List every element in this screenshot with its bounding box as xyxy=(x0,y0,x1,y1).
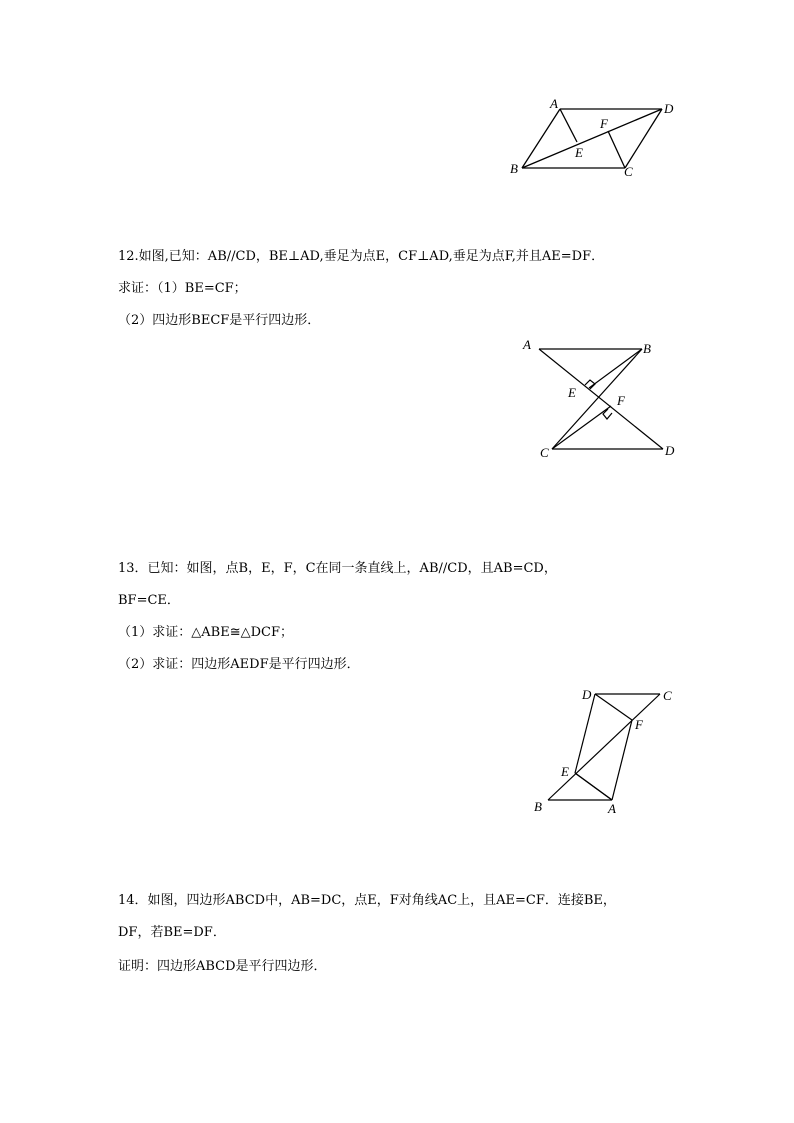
label-d: D xyxy=(664,101,674,116)
figure-q11-svg xyxy=(500,95,690,185)
segment-ad xyxy=(539,349,663,449)
q14-prove: 证明：四边形ABCD是平行四边形． xyxy=(118,959,327,974)
label-c: C xyxy=(540,445,549,460)
segment-de xyxy=(575,694,595,773)
figure-q13-svg xyxy=(520,680,690,820)
segment-be xyxy=(589,349,642,388)
figure-q12 xyxy=(515,335,690,465)
label-b: B xyxy=(534,799,542,814)
label-a: A xyxy=(523,337,531,352)
segment-cf xyxy=(552,406,611,449)
q13-statement: 13．已知：如图，点B，E，F，C在同一条直线上，AB//CD，且AB=CD， xyxy=(118,561,557,576)
label-a: A xyxy=(608,801,616,816)
figure-q13 xyxy=(520,680,690,820)
label-e: E xyxy=(575,145,583,160)
label-f: F xyxy=(600,116,608,131)
label-d: D xyxy=(665,443,675,458)
label-b: B xyxy=(643,341,651,356)
segment-ab xyxy=(522,109,560,168)
segment-cd xyxy=(625,109,662,168)
segment-ae xyxy=(560,109,577,142)
segment-bd xyxy=(522,109,662,168)
segment-bc xyxy=(548,694,660,800)
segment-ae xyxy=(575,773,612,800)
segment-af xyxy=(612,720,632,800)
label-d: D xyxy=(582,687,592,702)
q13-prove-1: （1）求证：△ABE≅△DCF； xyxy=(118,625,293,640)
label-c: C xyxy=(663,688,672,703)
q13-prove-2: （2）求证：四边形AEDF是平行四边形． xyxy=(118,657,360,672)
figure-parallelogram-q11 xyxy=(500,95,690,185)
q14-statement-cont: DF，若BE=DF． xyxy=(118,925,226,940)
label-f: F xyxy=(617,393,625,408)
label-c: C xyxy=(624,164,633,179)
label-e: E xyxy=(568,385,576,400)
q12-prove-1: 求证：（1）BE=CF； xyxy=(118,281,247,296)
segment-df xyxy=(595,694,632,720)
label-b: B xyxy=(510,161,518,176)
label-a: A xyxy=(550,96,558,111)
label-f: F xyxy=(635,717,643,732)
segment-bc xyxy=(552,349,642,449)
segment-cf xyxy=(608,131,625,168)
figure-q12-svg xyxy=(515,335,690,465)
q12-prove-2: （2）四边形BECF是平行四边形． xyxy=(118,313,321,328)
q14-statement: 14．如图，四边形ABCD中，AB=DC，点E，F对角线AC上，且AE=CF．连接BE， xyxy=(118,893,616,908)
q13-statement-cont: BF=CE． xyxy=(118,593,180,608)
label-e: E xyxy=(561,764,569,779)
q12-statement: 12.如图,已知：AB//CD，BE⊥AD,垂足为点E，CF⊥AD,垂足为点F,并且AE=DF． xyxy=(118,249,605,264)
